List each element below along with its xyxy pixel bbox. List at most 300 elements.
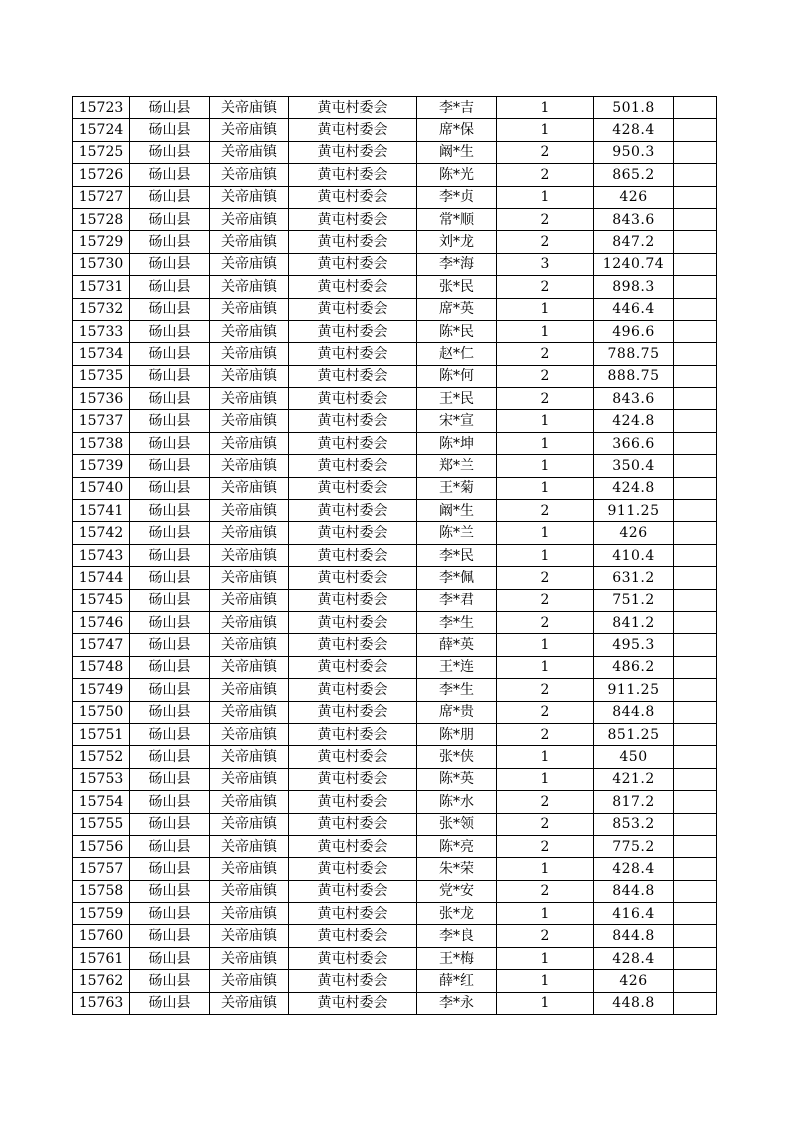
- name-cell: 陈*兰: [417, 522, 497, 544]
- record-id-cell: 15759: [73, 903, 130, 925]
- name-cell: 王*菊: [417, 477, 497, 499]
- blank-cell: [674, 544, 717, 566]
- county-cell: 砀山县: [130, 388, 210, 410]
- blank-cell: [674, 723, 717, 745]
- amount-cell: 426: [594, 970, 674, 992]
- blank-cell: [674, 455, 717, 477]
- amount-cell: 843.6: [594, 208, 674, 230]
- blank-cell: [674, 410, 717, 432]
- table-row: [73, 343, 717, 365]
- household-count-cell: 2: [497, 813, 594, 835]
- name-cell: 张*龙: [417, 903, 497, 925]
- town-cell: 关帝庙镇: [210, 656, 289, 678]
- town-cell: 关帝庙镇: [210, 947, 289, 969]
- amount-cell: 788.75: [594, 343, 674, 365]
- county-cell: 砀山县: [130, 813, 210, 835]
- county-cell: 砀山县: [130, 679, 210, 701]
- town-cell: 关帝庙镇: [210, 611, 289, 633]
- household-count-cell: 1: [497, 746, 594, 768]
- county-cell: 砀山县: [130, 208, 210, 230]
- amount-cell: 496.6: [594, 320, 674, 342]
- household-count-cell: 2: [497, 276, 594, 298]
- record-id-cell: 15739: [73, 455, 130, 477]
- record-id-cell: 15724: [73, 119, 130, 141]
- county-cell: 砀山县: [130, 746, 210, 768]
- village-cell: 黄屯村委会: [289, 858, 417, 880]
- county-cell: 砀山县: [130, 320, 210, 342]
- town-cell: 关帝庙镇: [210, 186, 289, 208]
- table-row: [73, 231, 717, 253]
- table-row: [73, 925, 717, 947]
- village-cell: 黄屯村委会: [289, 791, 417, 813]
- blank-cell: [674, 746, 717, 768]
- town-cell: 关帝庙镇: [210, 276, 289, 298]
- name-cell: 张*侠: [417, 746, 497, 768]
- town-cell: 关帝庙镇: [210, 992, 289, 1014]
- amount-cell: 631.2: [594, 567, 674, 589]
- town-cell: 关帝庙镇: [210, 746, 289, 768]
- county-cell: 砀山县: [130, 835, 210, 857]
- table-row: [73, 208, 717, 230]
- village-cell: 黄屯村委会: [289, 746, 417, 768]
- record-id-cell: 15729: [73, 231, 130, 253]
- household-count-cell: 1: [497, 656, 594, 678]
- town-cell: 关帝庙镇: [210, 903, 289, 925]
- county-cell: 砀山县: [130, 500, 210, 522]
- village-cell: 黄屯村委会: [289, 835, 417, 857]
- amount-cell: 898.3: [594, 276, 674, 298]
- record-id-cell: 15736: [73, 388, 130, 410]
- record-id-cell: 15750: [73, 701, 130, 723]
- village-cell: 黄屯村委会: [289, 500, 417, 522]
- amount-cell: 426: [594, 186, 674, 208]
- town-cell: 关帝庙镇: [210, 97, 289, 119]
- blank-cell: [674, 947, 717, 969]
- county-cell: 砀山县: [130, 231, 210, 253]
- village-cell: 黄屯村委会: [289, 723, 417, 745]
- amount-cell: 841.2: [594, 611, 674, 633]
- blank-cell: [674, 611, 717, 633]
- town-cell: 关帝庙镇: [210, 880, 289, 902]
- county-cell: 砀山县: [130, 656, 210, 678]
- town-cell: 关帝庙镇: [210, 701, 289, 723]
- amount-cell: 911.25: [594, 679, 674, 701]
- county-cell: 砀山县: [130, 186, 210, 208]
- county-cell: 砀山县: [130, 768, 210, 790]
- village-cell: 黄屯村委会: [289, 768, 417, 790]
- name-cell: 席*英: [417, 298, 497, 320]
- county-cell: 砀山县: [130, 567, 210, 589]
- amount-cell: 775.2: [594, 835, 674, 857]
- village-cell: 黄屯村委会: [289, 634, 417, 656]
- household-count-cell: 2: [497, 500, 594, 522]
- name-cell: 陈*何: [417, 365, 497, 387]
- county-cell: 砀山县: [130, 723, 210, 745]
- blank-cell: [674, 992, 717, 1014]
- village-cell: 黄屯村委会: [289, 276, 417, 298]
- county-cell: 砀山县: [130, 522, 210, 544]
- village-cell: 黄屯村委会: [289, 544, 417, 566]
- table-row: [73, 768, 717, 790]
- household-count-cell: 2: [497, 208, 594, 230]
- name-cell: 张*领: [417, 813, 497, 835]
- town-cell: 关帝庙镇: [210, 589, 289, 611]
- household-count-cell: 2: [497, 880, 594, 902]
- amount-cell: 424.8: [594, 410, 674, 432]
- town-cell: 关帝庙镇: [210, 768, 289, 790]
- amount-cell: 428.4: [594, 947, 674, 969]
- name-cell: 席*保: [417, 119, 497, 141]
- blank-cell: [674, 634, 717, 656]
- blank-cell: [674, 298, 717, 320]
- county-cell: 砀山县: [130, 141, 210, 163]
- table-row: [73, 835, 717, 857]
- name-cell: 陈*亮: [417, 835, 497, 857]
- village-cell: 黄屯村委会: [289, 388, 417, 410]
- county-cell: 砀山县: [130, 701, 210, 723]
- record-id-cell: 15737: [73, 410, 130, 432]
- record-id-cell: 15748: [73, 656, 130, 678]
- table-row: [73, 791, 717, 813]
- blank-cell: [674, 477, 717, 499]
- village-cell: 黄屯村委会: [289, 231, 417, 253]
- town-cell: 关帝庙镇: [210, 544, 289, 566]
- village-cell: 黄屯村委会: [289, 477, 417, 499]
- amount-cell: 495.3: [594, 634, 674, 656]
- amount-cell: 751.2: [594, 589, 674, 611]
- amount-cell: 847.2: [594, 231, 674, 253]
- amount-cell: 911.25: [594, 500, 674, 522]
- blank-cell: [674, 343, 717, 365]
- record-id-cell: 15742: [73, 522, 130, 544]
- amount-cell: 421.2: [594, 768, 674, 790]
- town-cell: 关帝庙镇: [210, 455, 289, 477]
- amount-cell: 448.8: [594, 992, 674, 1014]
- record-id-cell: 15763: [73, 992, 130, 1014]
- village-cell: 黄屯村委会: [289, 410, 417, 432]
- household-count-cell: 2: [497, 231, 594, 253]
- table-row: [73, 858, 717, 880]
- table-row: [73, 500, 717, 522]
- village-cell: 黄屯村委会: [289, 119, 417, 141]
- county-cell: 砀山县: [130, 634, 210, 656]
- amount-cell: 844.8: [594, 880, 674, 902]
- record-id-cell: 15733: [73, 320, 130, 342]
- village-cell: 黄屯村委会: [289, 813, 417, 835]
- table-body: [73, 97, 717, 1015]
- household-count-cell: 2: [497, 791, 594, 813]
- household-count-cell: 1: [497, 947, 594, 969]
- town-cell: 关帝庙镇: [210, 164, 289, 186]
- record-id-cell: 15727: [73, 186, 130, 208]
- name-cell: 陈*朋: [417, 723, 497, 745]
- record-id-cell: 15757: [73, 858, 130, 880]
- record-id-cell: 15738: [73, 432, 130, 454]
- blank-cell: [674, 589, 717, 611]
- household-count-cell: 2: [497, 679, 594, 701]
- table-row: [73, 611, 717, 633]
- town-cell: 关帝庙镇: [210, 679, 289, 701]
- household-count-cell: 2: [497, 611, 594, 633]
- record-table: [72, 96, 717, 1015]
- county-cell: 砀山县: [130, 903, 210, 925]
- amount-cell: 501.8: [594, 97, 674, 119]
- record-id-cell: 15726: [73, 164, 130, 186]
- table-row: [73, 522, 717, 544]
- name-cell: 李*良: [417, 925, 497, 947]
- name-cell: 李*民: [417, 544, 497, 566]
- village-cell: 黄屯村委会: [289, 164, 417, 186]
- record-id-cell: 15762: [73, 970, 130, 992]
- record-id-cell: 15746: [73, 611, 130, 633]
- table-row: [73, 477, 717, 499]
- name-cell: 李*生: [417, 679, 497, 701]
- record-id-cell: 15755: [73, 813, 130, 835]
- household-count-cell: 1: [497, 903, 594, 925]
- name-cell: 李*海: [417, 253, 497, 275]
- table-row: [73, 432, 717, 454]
- county-cell: 砀山县: [130, 947, 210, 969]
- household-count-cell: 2: [497, 589, 594, 611]
- town-cell: 关帝庙镇: [210, 432, 289, 454]
- amount-cell: 428.4: [594, 858, 674, 880]
- town-cell: 关帝庙镇: [210, 522, 289, 544]
- village-cell: 黄屯村委会: [289, 970, 417, 992]
- record-id-cell: 15747: [73, 634, 130, 656]
- name-cell: 常*顺: [417, 208, 497, 230]
- village-cell: 黄屯村委会: [289, 679, 417, 701]
- blank-cell: [674, 97, 717, 119]
- table-row: [73, 276, 717, 298]
- blank-cell: [674, 679, 717, 701]
- county-cell: 砀山县: [130, 164, 210, 186]
- name-cell: 陈*水: [417, 791, 497, 813]
- town-cell: 关帝庙镇: [210, 410, 289, 432]
- table-row: [73, 589, 717, 611]
- record-id-cell: 15761: [73, 947, 130, 969]
- blank-cell: [674, 231, 717, 253]
- amount-cell: 817.2: [594, 791, 674, 813]
- county-cell: 砀山县: [130, 589, 210, 611]
- blank-cell: [674, 768, 717, 790]
- town-cell: 关帝庙镇: [210, 634, 289, 656]
- record-id-cell: 15751: [73, 723, 130, 745]
- blank-cell: [674, 858, 717, 880]
- amount-cell: 843.6: [594, 388, 674, 410]
- amount-cell: 851.25: [594, 723, 674, 745]
- blank-cell: [674, 880, 717, 902]
- county-cell: 砀山县: [130, 880, 210, 902]
- table-row: [73, 903, 717, 925]
- record-id-cell: 15740: [73, 477, 130, 499]
- town-cell: 关帝庙镇: [210, 858, 289, 880]
- town-cell: 关帝庙镇: [210, 925, 289, 947]
- table-row: [73, 97, 717, 119]
- blank-cell: [674, 208, 717, 230]
- town-cell: 关帝庙镇: [210, 723, 289, 745]
- county-cell: 砀山县: [130, 276, 210, 298]
- blank-cell: [674, 388, 717, 410]
- blank-cell: [674, 119, 717, 141]
- record-id-cell: 15735: [73, 365, 130, 387]
- name-cell: 朱*荣: [417, 858, 497, 880]
- blank-cell: [674, 903, 717, 925]
- name-cell: 张*民: [417, 276, 497, 298]
- town-cell: 关帝庙镇: [210, 500, 289, 522]
- village-cell: 黄屯村委会: [289, 589, 417, 611]
- name-cell: 王*民: [417, 388, 497, 410]
- amount-cell: 1240.74: [594, 253, 674, 275]
- household-count-cell: 2: [497, 925, 594, 947]
- household-count-cell: 2: [497, 835, 594, 857]
- county-cell: 砀山县: [130, 544, 210, 566]
- amount-cell: 853.2: [594, 813, 674, 835]
- table-row: [73, 746, 717, 768]
- table-row: [73, 119, 717, 141]
- table-row: [73, 186, 717, 208]
- blank-cell: [674, 835, 717, 857]
- town-cell: 关帝庙镇: [210, 343, 289, 365]
- town-cell: 关帝庙镇: [210, 365, 289, 387]
- household-count-cell: 1: [497, 298, 594, 320]
- county-cell: 砀山县: [130, 992, 210, 1014]
- table-row: [73, 813, 717, 835]
- record-id-cell: 15732: [73, 298, 130, 320]
- amount-cell: 410.4: [594, 544, 674, 566]
- blank-cell: [674, 164, 717, 186]
- record-id-cell: 15725: [73, 141, 130, 163]
- record-id-cell: 15753: [73, 768, 130, 790]
- table-row: [73, 970, 717, 992]
- table-row: [73, 298, 717, 320]
- blank-cell: [674, 141, 717, 163]
- town-cell: 关帝庙镇: [210, 208, 289, 230]
- record-id-cell: 15744: [73, 567, 130, 589]
- table-row: [73, 723, 717, 745]
- name-cell: 陈*坤: [417, 432, 497, 454]
- household-count-cell: 1: [497, 432, 594, 454]
- village-cell: 黄屯村委会: [289, 432, 417, 454]
- name-cell: 郑*兰: [417, 455, 497, 477]
- household-count-cell: 2: [497, 388, 594, 410]
- name-cell: 阚*生: [417, 500, 497, 522]
- county-cell: 砀山县: [130, 925, 210, 947]
- village-cell: 黄屯村委会: [289, 567, 417, 589]
- household-count-cell: 1: [497, 970, 594, 992]
- blank-cell: [674, 813, 717, 835]
- village-cell: 黄屯村委会: [289, 611, 417, 633]
- table-row: [73, 992, 717, 1014]
- name-cell: 薛*英: [417, 634, 497, 656]
- table-row: [73, 164, 717, 186]
- name-cell: 刘*龙: [417, 231, 497, 253]
- county-cell: 砀山县: [130, 455, 210, 477]
- county-cell: 砀山县: [130, 253, 210, 275]
- village-cell: 黄屯村委会: [289, 343, 417, 365]
- amount-cell: 416.4: [594, 903, 674, 925]
- village-cell: 黄屯村委会: [289, 455, 417, 477]
- record-id-cell: 15745: [73, 589, 130, 611]
- household-count-cell: 1: [497, 410, 594, 432]
- table-row: [73, 880, 717, 902]
- amount-cell: 888.75: [594, 365, 674, 387]
- amount-cell: 844.8: [594, 925, 674, 947]
- household-count-cell: 1: [497, 320, 594, 342]
- name-cell: 宋*宣: [417, 410, 497, 432]
- county-cell: 砀山县: [130, 858, 210, 880]
- name-cell: 李*佩: [417, 567, 497, 589]
- name-cell: 陈*英: [417, 768, 497, 790]
- county-cell: 砀山县: [130, 477, 210, 499]
- town-cell: 关帝庙镇: [210, 813, 289, 835]
- village-cell: 黄屯村委会: [289, 880, 417, 902]
- town-cell: 关帝庙镇: [210, 253, 289, 275]
- household-count-cell: 1: [497, 858, 594, 880]
- name-cell: 王*连: [417, 656, 497, 678]
- record-id-cell: 15743: [73, 544, 130, 566]
- record-id-cell: 15754: [73, 791, 130, 813]
- household-count-cell: 1: [497, 97, 594, 119]
- amount-cell: 424.8: [594, 477, 674, 499]
- town-cell: 关帝庙镇: [210, 388, 289, 410]
- household-count-cell: 1: [497, 544, 594, 566]
- name-cell: 赵*仁: [417, 343, 497, 365]
- record-id-cell: 15760: [73, 925, 130, 947]
- town-cell: 关帝庙镇: [210, 970, 289, 992]
- table-row: [73, 701, 717, 723]
- amount-cell: 844.8: [594, 701, 674, 723]
- village-cell: 黄屯村委会: [289, 186, 417, 208]
- record-id-cell: 15749: [73, 679, 130, 701]
- record-id-cell: 15758: [73, 880, 130, 902]
- household-count-cell: 2: [497, 141, 594, 163]
- name-cell: 李*永: [417, 992, 497, 1014]
- name-cell: 李*贞: [417, 186, 497, 208]
- household-count-cell: 2: [497, 701, 594, 723]
- village-cell: 黄屯村委会: [289, 992, 417, 1014]
- household-count-cell: 1: [497, 522, 594, 544]
- household-count-cell: 2: [497, 343, 594, 365]
- amount-cell: 426: [594, 522, 674, 544]
- town-cell: 关帝庙镇: [210, 141, 289, 163]
- table-row: [73, 455, 717, 477]
- amount-cell: 366.6: [594, 432, 674, 454]
- county-cell: 砀山县: [130, 970, 210, 992]
- town-cell: 关帝庙镇: [210, 835, 289, 857]
- village-cell: 黄屯村委会: [289, 208, 417, 230]
- record-id-cell: 15728: [73, 208, 130, 230]
- village-cell: 黄屯村委会: [289, 656, 417, 678]
- town-cell: 关帝庙镇: [210, 791, 289, 813]
- record-id-cell: 15734: [73, 343, 130, 365]
- table-row: [73, 320, 717, 342]
- record-id-cell: 15731: [73, 276, 130, 298]
- amount-cell: 428.4: [594, 119, 674, 141]
- table-row: [73, 567, 717, 589]
- amount-cell: 350.4: [594, 455, 674, 477]
- table-row: [73, 388, 717, 410]
- village-cell: 黄屯村委会: [289, 903, 417, 925]
- amount-cell: 446.4: [594, 298, 674, 320]
- name-cell: 李*君: [417, 589, 497, 611]
- household-count-cell: 2: [497, 365, 594, 387]
- household-count-cell: 1: [497, 455, 594, 477]
- blank-cell: [674, 253, 717, 275]
- record-id-cell: 15730: [73, 253, 130, 275]
- blank-cell: [674, 320, 717, 342]
- record-id-cell: 15752: [73, 746, 130, 768]
- village-cell: 黄屯村委会: [289, 522, 417, 544]
